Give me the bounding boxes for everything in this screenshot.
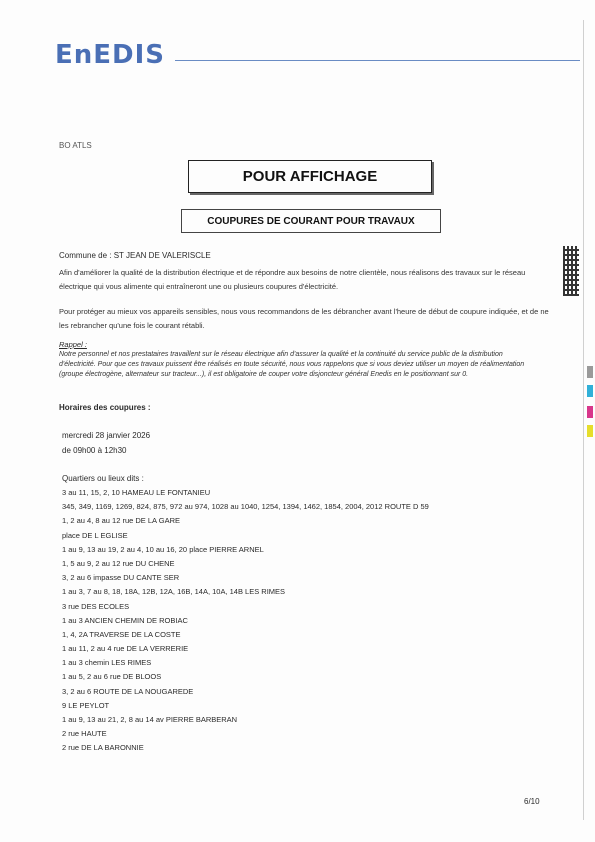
document-reference: BO ATLS <box>59 141 92 150</box>
list-item: 1, 2 au 4, 8 au 12 rue DE LA GARE <box>62 516 180 526</box>
horaires-heading: Horaires des coupures : <box>59 403 151 412</box>
header-rule <box>175 60 580 61</box>
list-item: 1 au 9, 13 au 21, 2, 8 au 14 av PIERRE BARBERAN <box>62 715 238 724</box>
coupures-title: COUPURES DE COURANT POUR TRAVAUX <box>207 215 415 227</box>
color-swatch-cyan <box>587 385 593 397</box>
pour-affichage-title: POUR AFFICHAGE <box>242 168 378 185</box>
coupure-date: mercredi 28 janvier 2026 <box>62 431 151 440</box>
scan-edge-line <box>583 20 584 820</box>
list-item: 1 au 3 ANCIEN CHEMIN DE ROBIAC <box>62 615 188 625</box>
rappel-heading: Rappel : <box>59 340 87 349</box>
color-swatch-yellow <box>587 425 593 437</box>
quartiers-list <box>62 486 429 756</box>
list-item: 1 au 5, 2 au 6 rue DE BLOOS <box>62 672 162 682</box>
intro-paragraph: Afin d'améliorer la qualité de la distribution électrique et de répondre aux besoins de notre clientèle, nous réalisons des travaux sur le réseau électrique qui vous alimente qui entraîneront une ou plusieurs coupures d'électricité. <box>59 268 526 291</box>
color-swatch-magenta <box>587 406 593 418</box>
quartiers-heading: Quartiers ou lieux dits : <box>62 474 144 483</box>
color-swatch-gray <box>587 366 593 378</box>
rappel-text: Notre personnel et nos prestataires travaillent sur le réseau électrique afin d'assurer la qualité et la continuité du service public de la distribution d'électricité. Pour que ces travaux puissent être réalisés en toute sécurité, nous vous rappelons que si vous deviez utiliser un moyen de réalimentation (groupe électrogène, alternateur sur tracteur...), il est obligatoire de couper votre disjoncteur général Enedis en le positionnant sur 0. <box>59 351 525 378</box>
list-item: 3 au 11, 15, 2, 10 HAMEAU LE FONTANIEU <box>62 488 211 497</box>
list-item: 2 rue DE LA BARONNIE <box>62 743 144 753</box>
coupures-title-box <box>181 209 441 233</box>
list-item: 1 au 3 chemin LES RIMES <box>62 658 152 668</box>
list-item: 9 LE PEYLOT <box>62 700 110 710</box>
list-item: 1 au 11, 2 au 4 rue DE LA VERRERIE <box>62 644 189 654</box>
list-item: 3, 2 au 6 ROUTE DE LA NOUGAREDE <box>62 686 194 696</box>
list-item: 1, 5 au 9, 2 au 12 rue DU CHENE <box>62 558 175 568</box>
list-item: 3, 2 au 6 impasse DU CANTE SER <box>62 573 180 583</box>
list-item: 1 au 3, 7 au 8, 18, 18A, 12B, 12A, 16B, 14A, 10A, 14B LES RIMES <box>62 587 286 597</box>
page-number: 6/10 <box>524 797 540 806</box>
qr-code <box>563 246 579 296</box>
enedis-logo: EnEDIS <box>55 40 166 70</box>
list-item: 3 rue DES ECOLES <box>62 601 130 611</box>
commune-line: Commune de : ST JEAN DE VALERISCLE <box>59 251 211 260</box>
list-item: 1, 4, 2A TRAVERSE DE LA COSTE <box>62 629 181 639</box>
advice-paragraph: Pour protéger au mieux vos appareils sensibles, nous vous recommandons de les débrancher avant l'heure de début de coupure indiquée, et de ne les rebrancher qu'une fois le courant rétabli. <box>59 307 549 330</box>
list-item: 2 rue HAUTE <box>62 729 107 739</box>
list-item: place DE L EGLISE <box>62 530 128 540</box>
list-item: 1 au 9, 13 au 19, 2 au 4, 10 au 16, 20 place PIERRE ARNEL <box>62 544 264 554</box>
coupure-time: de 09h00 à 12h30 <box>62 446 127 455</box>
list-item: 345, 349, 1169, 1269, 824, 875, 972 au 974, 1028 au 1040, 1254, 1394, 1462, 1854, 2004, 2012 ROUTE D 59 <box>62 502 429 512</box>
pour-affichage-box <box>188 160 432 193</box>
